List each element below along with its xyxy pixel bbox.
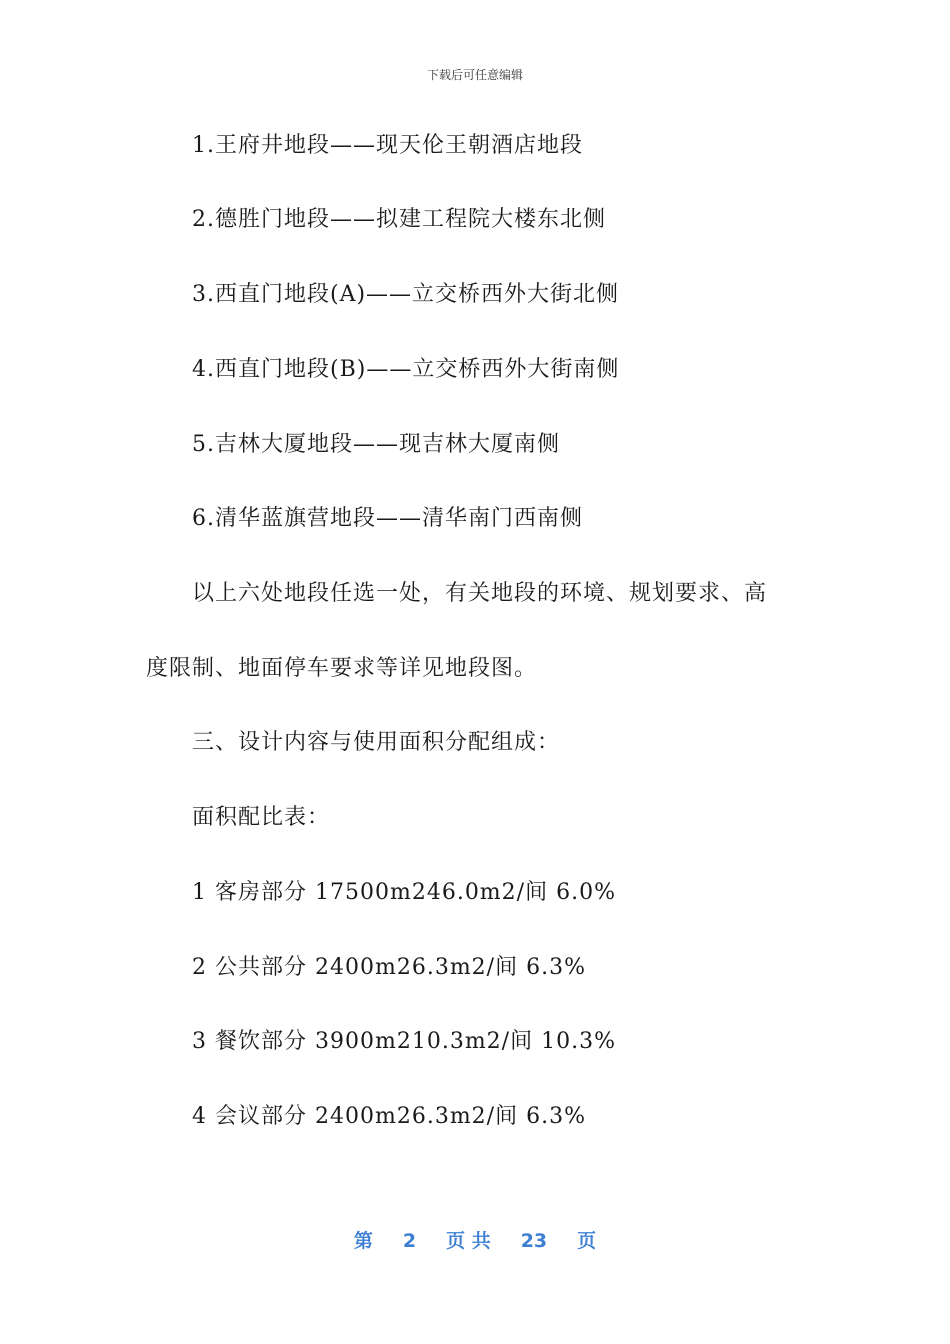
list-item-site-1: 1.王府井地段——现天伦王朝酒店地段 (192, 133, 583, 158)
list-item-site-5: 5.吉林大厦地段——现吉林大厦南侧 (192, 432, 560, 457)
footer-page-number: 2 (402, 1230, 417, 1252)
section-heading: 三、设计内容与使用面积分配组成： (192, 730, 561, 755)
area-row-2: 2 公共部分 2400m26.3m2/间 6.3% (192, 955, 586, 980)
footer-suffix: 页 (577, 1230, 597, 1252)
paragraph-line-1: 以上六处地段任选一处，有关地段的环境、规划要求、高 (192, 581, 768, 606)
area-row-4: 4 会议部分 2400m26.3m2/间 6.3% (192, 1104, 586, 1129)
list-item-site-2: 2.德胜门地段——拟建工程院大楼东北侧 (192, 207, 606, 232)
list-item-site-4: 4.西直门地段(B)——立交桥西外大街南侧 (192, 357, 620, 382)
area-row-1: 1 客房部分 17500m246.0m2/间 6.0% (192, 880, 616, 905)
table-caption: 面积配比表： (192, 805, 331, 830)
footer-total-pages: 23 (520, 1230, 548, 1252)
footer-middle: 页 共 (446, 1230, 491, 1252)
page-header: 下载后可任意编辑 (426, 68, 523, 82)
area-row-3: 3 餐饮部分 3900m210.3m2/间 10.3% (192, 1029, 616, 1054)
list-item-site-6: 6.清华蓝旗营地段——清华南门西南侧 (192, 506, 583, 531)
footer-prefix: 第 (353, 1230, 373, 1252)
paragraph-line-2: 度限制、地面停车要求等详见地段图。 (146, 656, 538, 681)
page-footer (0, 1226, 950, 1253)
list-item-site-3: 3.西直门地段(A)——立交桥西外大街北侧 (192, 282, 620, 307)
